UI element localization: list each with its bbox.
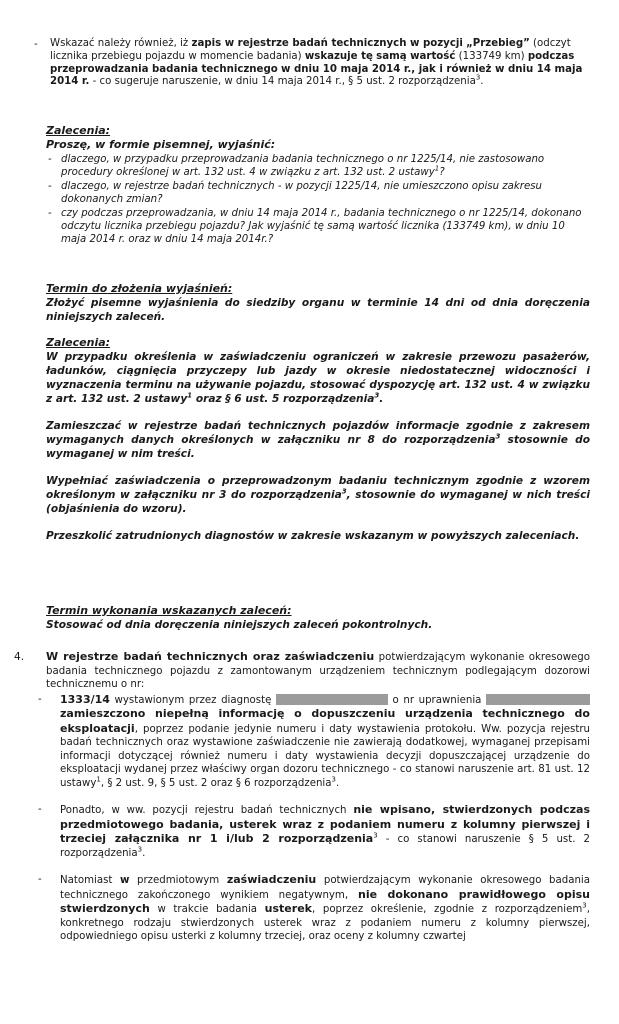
footnote-ref: 3 (475, 74, 481, 82)
text: oraz § 6 ust. 5 rozporządzenia (192, 393, 375, 405)
point-intro (46, 650, 590, 692)
text-bold: 1333/14 (60, 692, 110, 706)
text-bold: „Przebieg” (466, 38, 530, 49)
footnote-ref: 1 (187, 391, 193, 400)
section-point-4 (38, 650, 591, 944)
footnote-ref: 3 (582, 901, 587, 910)
text: (133749 km) (455, 50, 528, 62)
text: wystawionym przez diagnostę (109, 694, 276, 706)
text: potwierdzającym wykonanie okresowego badania technicznego pojazdu z zamontowanym urządzeniem technicznym podlegającym dozorowi technicznemu o nr: (46, 652, 590, 690)
text-bold: podczas przeprowadzania badania technicznego (50, 50, 575, 75)
footnote-ref: 3 (137, 845, 143, 854)
footnote-ref: 1 (434, 164, 440, 173)
text-bold: nie dokonano prawidłowego opisu stwierdzonych (60, 887, 590, 915)
footnote-ref: 3 (495, 432, 501, 441)
text-bold: zaświadczeniu (226, 873, 317, 886)
footnote-ref: 1 (96, 775, 101, 784)
section-text: Złożyć pisemne wyjaśnienia do siedziby organu w terminie 14 dni od dnia doręczenia niniejszych zaleceń. (46, 297, 590, 323)
section-title: Zalecenia: (46, 124, 111, 137)
redaction-bar (486, 694, 590, 705)
text-bold: w (119, 875, 130, 886)
text: - co sugeruje naruszenie, w dniu 14 maja 2014 r., § 5 ust. 2 rozporządzenia (89, 76, 476, 88)
text-bold: zapis w rejestrze badań technicznych w pozycji (191, 38, 463, 49)
text: stosownie do wymaganej w nim treści. (46, 434, 590, 460)
list-item-text: czy podczas przeprowadzania, w dniu 14 maja 2014 r., badania technicznego o nr 1225/14, dokonano odczytu licznika przebiegu pojazdu? Jak wyjaśnić tę samą wartość licznika (133749 km), w dniu 10 maja 2014 r. oraz w dniu 14 maja 2014r.? (61, 208, 582, 245)
text: Wypełniać zaświadczenia o przeprowadzonym badaniu technicznym zgodnie z wzorem określonym w załączniku nr 3 do rozporządzenia (46, 475, 590, 501)
footnote-ref: 3 (373, 831, 378, 840)
text: , poprzez podanie jedynie numeru i daty wystawienia protokołu. Ww. pozycja rejestru badań technicznych oraz wystawione zaświadczenie nie zawierają dodatkowej, wymaganej przepisami informacji dotyczącej również numeru i daty wystawienia decyzji dopuszczającej urządzenie do eksploatacji wydanej przez właściwy organ dozoru technicznego - co stanowi naruszenie art. 81 ust. 12 ustawy (60, 723, 590, 789)
list-dash: - (34, 39, 38, 50)
section-title: Termin wykonania wskazanych zaleceń: (46, 604, 292, 617)
recommendation-paragraph (46, 419, 590, 461)
text: w trakcie badania (149, 904, 265, 915)
text: Wskazać należy również, iż (50, 38, 192, 49)
list-item (38, 873, 591, 944)
section-zalecenia-2 (46, 336, 590, 543)
text-bold: usterek (264, 902, 312, 915)
recommendation-paragraph (46, 350, 590, 406)
text: przedmiotowym (129, 875, 227, 886)
section-title: Zalecenia: (46, 336, 111, 349)
section-text: Stosować od dnia doręczenia niniejszych zaleceń pokontrolnych. (46, 619, 433, 631)
text: , stosownie do wymaganej w nich treści (objaśnienia do wzoru). (46, 489, 590, 515)
question-list (46, 153, 590, 246)
list-item (46, 180, 590, 206)
footnote-ref: 3 (331, 775, 336, 784)
section-termin-1 (46, 282, 590, 324)
list-dash: - (38, 874, 42, 885)
text: . (480, 76, 484, 88)
recommendation-paragraph (46, 474, 590, 516)
block-przebieg (34, 38, 590, 89)
paragraph-przebieg (50, 38, 590, 89)
text: - co stanowi naruszenie § 5 ust. 2 rozporządzenia (60, 834, 590, 859)
text: potwierdzającym wykonanie okresowego badania technicznego zakończonego wynikiem negatywnym, (60, 875, 590, 901)
text: W przypadku określenia w zaświadczeniu ograniczeń w zakresie przewozu pasażerów, ładunków, ciągnięcia przyczepy lub jazdy w okresie niedostatecznej widoczności i wyznaczenia terminu na używanie pojazdu, stosować dyspozycję art. 132 ust. 4 w związku z art. 132 ust. 2 ustawy (46, 351, 590, 405)
section-termin-2 (46, 604, 590, 632)
list-item-text: dlaczego, w przypadku przeprowadzania badania technicznego o nr 1225/14, nie zastosowano procedury określonej w art. 132 ust. 4 w związku z art. 132 ust. 2 ustawy (61, 154, 545, 178)
list-dash: - (38, 693, 42, 705)
text: . (335, 777, 340, 789)
text: (odczyt licznika przebiegu pojazdu w momencie badania) (50, 38, 571, 62)
text: , poprzez określenie, zgodnie z rozporządzeniem (311, 904, 583, 915)
text-bold: W rejestrze badań technicznych oraz zaświadczeniu (46, 650, 375, 663)
section-zalecenia-1 (46, 124, 590, 246)
footnote-ref: 3 (374, 391, 380, 400)
text: , § 2 ust. 9, § 5 ust. 2 oraz § 6 rozporządzenia (100, 777, 332, 789)
list-item (46, 207, 590, 246)
section-title: Termin do złożenia wyjaśnień: (46, 282, 233, 295)
text: , konkretnego rodzaju stwierdzonych usterek wraz z podaniem numeru z kolumny pierwszej, odpowiedniego opisu usterki z kolumny trzeciej, oraz oceny z kolumny czwartej (60, 904, 591, 942)
text-bold: wskazuje tę (304, 50, 373, 62)
list-dash: - (48, 181, 52, 192)
text: Przeszkolić zatrudnionych diagnostów w zakresie wskazanym w powyższych zaleceniach. (46, 530, 580, 542)
text-bold: nie wpisano, stwierdzonych podczas przedmiotowego badania, usterek wraz z podaniem numeru z kolumny pierwszej i trzeciej załącznika nr 1 i/lub 2 rozporządzenia (60, 803, 590, 845)
list-dash: - (38, 804, 42, 815)
point-number: 4. (14, 651, 25, 663)
text: ? (439, 167, 445, 178)
text: . (379, 393, 384, 405)
section-intro: Proszę, w formie pisemnej, wyjaśnić: (46, 138, 276, 151)
text: Ponadto, w ww. pozycji rejestru badań technicznych (60, 805, 354, 816)
list-dash: - (48, 208, 52, 219)
text: o nr uprawnienia (387, 694, 486, 706)
text-bold: w dniu 10 maja 2014 r., jak i również w dniu 14 maja 2014 r. (50, 63, 583, 88)
list-item (38, 803, 590, 860)
text: Natomiast (60, 875, 120, 886)
list-item (38, 692, 590, 791)
redaction-bar (276, 694, 388, 705)
list-item (46, 153, 590, 179)
text: Zamieszczać w rejestrze badań technicznych pojazdów informacje zgodnie z zakresem wymaganych danych określonych w załączniku nr 8 do rozporządzenia (46, 420, 590, 446)
text-bold: samą wartość (376, 50, 456, 62)
text-bold: zamieszczono niepełną informację o dopuszczeniu urządzenia technicznego do eksploatacji (60, 707, 590, 735)
recommendation-paragraph (46, 529, 590, 543)
footnote-ref: 3 (341, 487, 347, 496)
list-dash: - (48, 154, 52, 165)
list-item-text: dlaczego, w rejestrze badań technicznych - w pozycji 1225/14, nie umieszczono opisu zakresu dokonanych zmian? (61, 181, 542, 205)
text: . (142, 847, 146, 859)
